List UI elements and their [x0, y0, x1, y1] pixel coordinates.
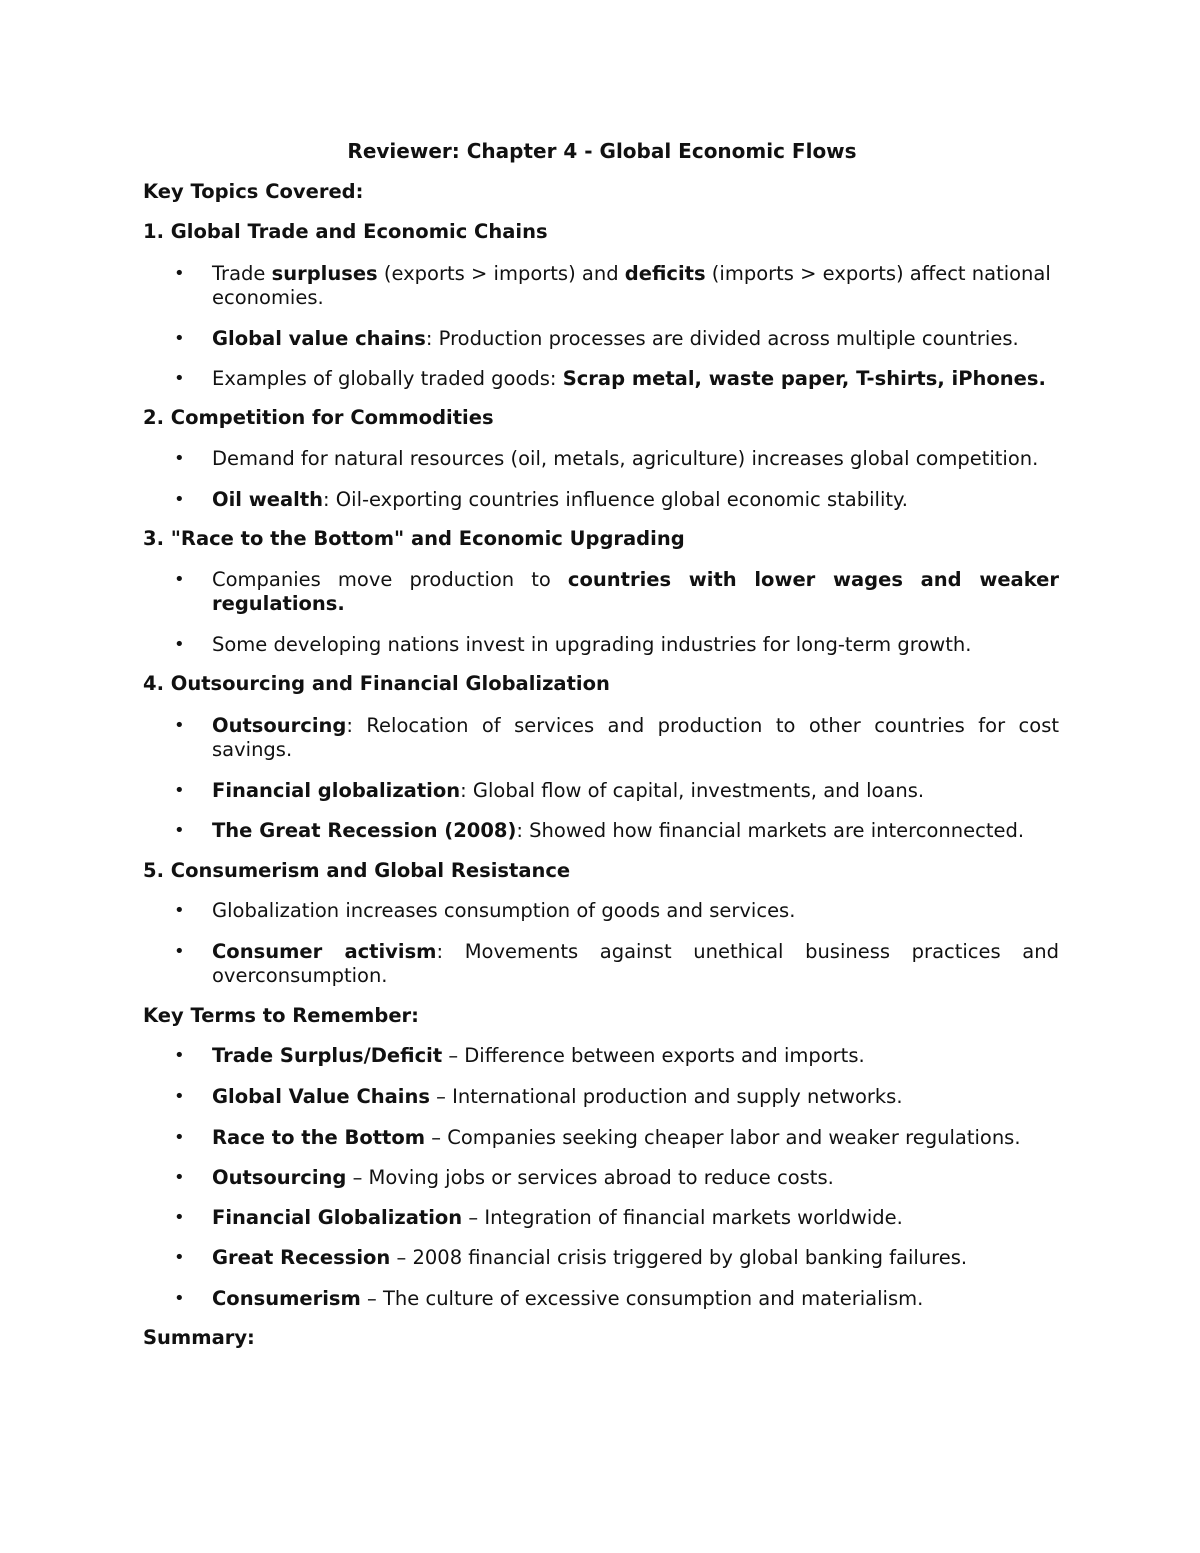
text-run: Globalization increases consumption of goods and services. [212, 899, 796, 922]
bullet-icon: • [174, 1288, 185, 1309]
bullet-icon: • [174, 941, 185, 962]
bullet-icon: • [174, 634, 185, 655]
key-term-text [212, 1126, 1059, 1150]
section-heading: 2. Competition for Commodities [143, 406, 494, 429]
bullet-icon: • [174, 1127, 185, 1148]
bullet-item [143, 367, 1059, 391]
section-heading: 5. Consumerism and Global Resistance [143, 859, 571, 882]
key-term-name: Trade Surplus/Deficit [212, 1044, 443, 1067]
section-heading: 3. "Race to the Bottom" and Economic Upgrading [143, 527, 685, 550]
text-run: Examples of globally traded goods: [212, 367, 563, 390]
key-term-name: Great Recession [212, 1246, 391, 1269]
text-run: : Movements against unethical business practices and overconsumption. [212, 940, 1059, 987]
bullet-item [143, 779, 1059, 803]
text-run: (exports > imports) and [377, 262, 625, 285]
text-run: Trade [212, 262, 272, 285]
key-term-item [143, 1206, 1059, 1230]
bold-text-run: countries with lower wages and weaker regulations. [212, 568, 1060, 615]
key-topics-heading: Key Topics Covered: [143, 180, 364, 203]
bullet-icon: • [174, 715, 185, 736]
key-term-item [143, 1085, 1059, 1109]
bold-text-run: Financial globalization [212, 779, 461, 802]
bullet-icon: • [174, 368, 185, 389]
key-term-item [143, 1166, 1059, 1190]
key-term-definition: – Moving jobs or services abroad to reduce costs. [346, 1166, 834, 1189]
bullet-text [212, 819, 1059, 843]
section-heading: 4. Outsourcing and Financial Globalization [143, 672, 610, 695]
bullet-item [143, 899, 1059, 923]
text-run: : Oil-exporting countries influence global economic stability. [323, 488, 908, 511]
bullet-item [143, 447, 1059, 471]
bold-text-run: The Great Recession (2008) [212, 819, 517, 842]
key-term-name: Consumerism [212, 1287, 361, 1310]
text-run: : Relocation of services and production to other countries for cost savings. [212, 714, 1059, 761]
bullet-item [143, 327, 1059, 351]
bullet-icon: • [174, 448, 185, 469]
bullet-text [212, 262, 1059, 310]
bullet-item [143, 568, 1059, 616]
section-heading: 1. Global Trade and Economic Chains [143, 220, 548, 243]
key-term-item [143, 1246, 1059, 1270]
key-term-definition: – Companies seeking cheaper labor and weaker regulations. [425, 1126, 1021, 1149]
bold-text-run: Consumer activism [212, 940, 437, 963]
key-term-text [212, 1246, 1059, 1270]
bullet-icon: • [174, 1247, 185, 1268]
bullet-text [212, 568, 1059, 616]
text-run: Some developing nations invest in upgrading industries for long-term growth. [212, 633, 972, 656]
document-title: Reviewer: Chapter 4 - Global Economic Flows [347, 139, 857, 163]
bold-text-run: deficits [624, 262, 706, 285]
key-term-name: Global Value Chains [212, 1085, 430, 1108]
bullet-text [212, 327, 1059, 351]
bullet-icon: • [174, 328, 185, 349]
bold-text-run: surpluses [271, 262, 378, 285]
bullet-icon: • [174, 820, 185, 841]
bullet-item [143, 940, 1059, 988]
bullet-text [212, 940, 1059, 988]
key-term-item [143, 1044, 1059, 1068]
key-term-definition: – Difference between exports and imports. [442, 1044, 865, 1067]
key-term-definition: – The culture of excessive consumption and materialism. [360, 1287, 924, 1310]
bullet-text [212, 714, 1059, 762]
key-term-item [143, 1287, 1059, 1311]
bullet-icon: • [174, 489, 185, 510]
key-term-text [212, 1085, 1059, 1109]
bullet-text [212, 633, 1059, 657]
text-run: : Production processes are divided across multiple countries. [425, 327, 1019, 350]
bullet-icon: • [174, 900, 185, 921]
text-run: : Showed how financial markets are interconnected. [516, 819, 1025, 842]
key-term-definition: – Integration of financial markets worldwide. [462, 1206, 903, 1229]
bullet-item [143, 819, 1059, 843]
bullet-text [212, 899, 1059, 923]
bold-text-run: Oil wealth [212, 488, 324, 511]
key-term-name: Financial Globalization [212, 1206, 463, 1229]
bullet-icon: • [174, 263, 185, 284]
bold-text-run: Outsourcing [212, 714, 347, 737]
key-term-definition: – International production and supply networks. [429, 1085, 903, 1108]
text-run: (imports > exports) affect national economies. [212, 262, 1051, 309]
summary-heading: Summary: [143, 1326, 255, 1349]
key-terms-heading: Key Terms to Remember: [143, 1004, 419, 1027]
bullet-icon: • [174, 1167, 185, 1188]
bold-text-run: Global value chains [212, 327, 426, 350]
bullet-icon: • [174, 569, 185, 590]
bullet-icon: • [174, 780, 185, 801]
bullet-text [212, 488, 1059, 512]
bullet-text [212, 447, 1059, 471]
bold-text-run: Scrap metal, waste paper, T-shirts, iPhones. [562, 367, 1046, 390]
bullet-item [143, 633, 1059, 657]
text-run: Companies move production to [212, 568, 568, 591]
text-run: : Global flow of capital, investments, and loans. [460, 779, 925, 802]
bullet-text [212, 779, 1059, 803]
bullet-item [143, 488, 1059, 512]
key-term-item [143, 1126, 1059, 1150]
key-term-text [212, 1166, 1059, 1190]
key-term-text [212, 1206, 1059, 1230]
bullet-item [143, 714, 1059, 762]
bullet-item [143, 262, 1059, 310]
text-run: Demand for natural resources (oil, metals, agriculture) increases global competition. [212, 447, 1039, 470]
bullet-icon: • [174, 1045, 185, 1066]
bullet-icon: • [174, 1086, 185, 1107]
key-term-text [212, 1287, 1059, 1311]
bullet-icon: • [174, 1207, 185, 1228]
key-term-name: Race to the Bottom [212, 1126, 426, 1149]
key-term-text [212, 1044, 1059, 1068]
bullet-text [212, 367, 1059, 391]
key-term-name: Outsourcing [212, 1166, 347, 1189]
key-term-definition: – 2008 financial crisis triggered by global banking failures. [390, 1246, 968, 1269]
